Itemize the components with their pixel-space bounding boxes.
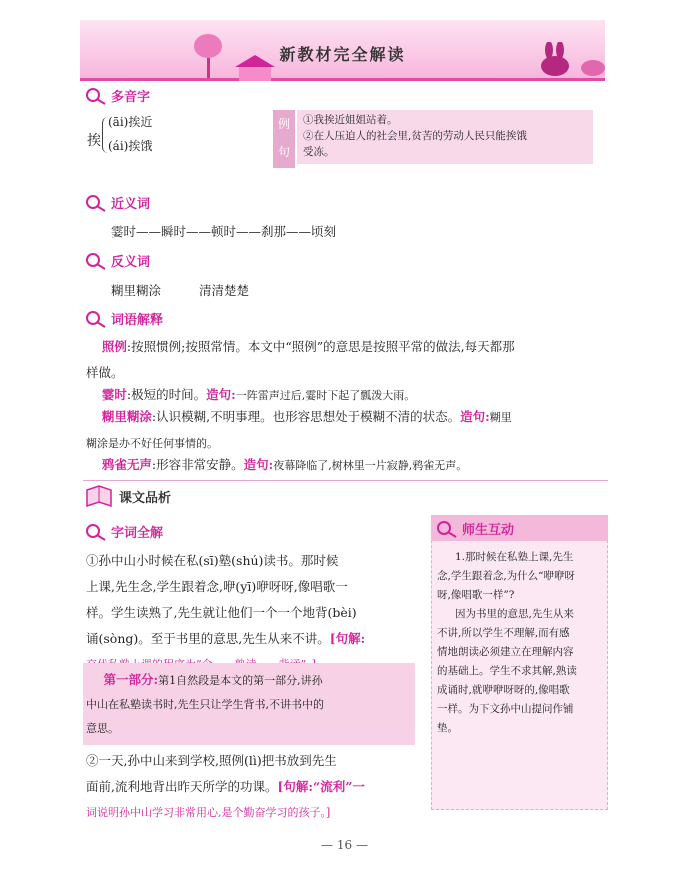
example-box [297, 110, 593, 164]
magnifier-icon [85, 87, 107, 105]
page-number: — 16 — [321, 838, 368, 852]
reading-1: (āi)挨近 [108, 115, 153, 129]
section-word-analysis: 字词全解 [85, 522, 163, 541]
example-tag: 例 句 [273, 110, 295, 168]
explanation-2: 霎时:极短的时间。造句:一阵雷声过后,霎时下起了瓢泼大雨。 [101, 387, 416, 402]
explanation-4: 鸦雀无声:形容非常安静。造句:夜幕降临了,树林里一片寂静,鸦雀无声。 [101, 457, 468, 472]
magnifier-icon [85, 252, 107, 270]
explanation-3: 糊里糊涂:认识模糊,不明事理。也形容思想处于模糊不清的状态。造句:糊里 糊涂是办不好任何事情的。 [86, 409, 512, 450]
magnifier-icon [436, 520, 458, 538]
divider [83, 480, 608, 481]
part-summary: 第一部分:第1自然段是本文的第一部分,讲孙 中山在私塾读书时,先生只让学生背书,不讲书中的 意思。 [86, 672, 324, 735]
antonym-2: 清清楚楚 [199, 283, 250, 298]
explanation-1: 照例:按照惯例;按照常情。本文中“照例”的意思是按照平常的做法,每天都那 样做。 [86, 339, 515, 380]
magnifier-icon [85, 194, 107, 212]
example-2b: 受冻。 [303, 146, 335, 158]
paragraph-2: ②一天,孙中山来到学校,照例(lì)把书放到先生 面前,流利地背出昨天所学的功课。[句解:“流利”一 词说明孙中山学习非常用心,是个勤奋学习的孩子。] [86, 753, 365, 819]
section-title: 多音字 [111, 90, 151, 105]
synonyms-text: 霎时——瞬时——顿时——刹那——顷刻 [111, 224, 337, 239]
antonym-1: 糊里糊涂 [111, 283, 162, 298]
section-antonyms: 反义词 [85, 251, 150, 270]
paragraph-1: ①孙中山小时候在私(sī)塾(shú)读书。那时候 上课,先生念,学生跟着念,咿(yī)咿呀呀,像唱歌一 样。学生读熟了,先生就让他们一个一个地背(bèi) 诵(sòng)。至于书里的意思,先生从来不讲。[句解: [86, 553, 366, 646]
reading-2: (ái)挨饿 [108, 139, 153, 153]
header-title: 新教材完全解读 [279, 45, 406, 64]
sidebar-text: 1.那时候在私塾上课,先生 念,学生跟着念,为什么“咿咿呀 呀,像唱歌一样”? 因为书里的意思,先生从来 不讲,所以学生不理解,而有感 情地朗读必须建立在理解内容 的基础上。学生不求其解,熟读 成诵时,就咿咿呀呀的,像唱歌 一样。为下文孙中山提问作铺 垫。 [437, 551, 577, 734]
sidebar-heading: 师生互动 [436, 519, 514, 538]
magnifier-icon [85, 523, 107, 541]
example-1: ①我挨近姐姐站着。 [303, 114, 398, 126]
section-polyphone [85, 86, 150, 105]
book-icon [85, 484, 115, 508]
section-explanations: 词语解释 [85, 309, 163, 328]
page-header [80, 20, 605, 81]
section-synonyms: 近义词 [85, 193, 150, 212]
polyphone-char: 挨 [87, 133, 101, 149]
example-2a: ②在人压迫人的社会里,贫苦的劳动人民只能挨饿 [303, 130, 527, 142]
section-analysis: 课文品析 [85, 484, 171, 508]
magnifier-icon [85, 310, 107, 328]
rabbit-decoration-icon [535, 42, 615, 78]
